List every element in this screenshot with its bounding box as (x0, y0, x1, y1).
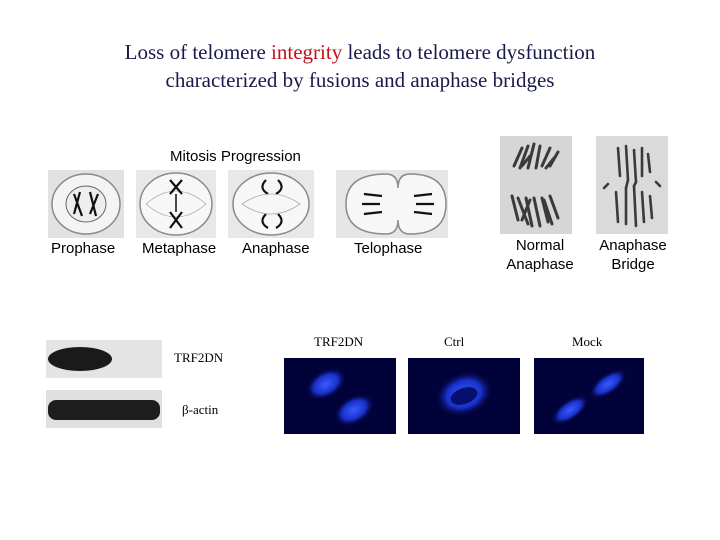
anaphase-bridge-label (592, 236, 674, 274)
stage-label-anaphase: Anaphase (242, 240, 310, 257)
blot-label-beta-actin: β-actin (182, 402, 219, 417)
prophase-cell-icon (48, 170, 124, 238)
fluor-image-ctrl (408, 358, 520, 434)
blot-label-trf2dn: TRF2DN (174, 350, 224, 365)
slide-title (0, 38, 720, 94)
western-blot-image (46, 340, 162, 430)
stage-label-metaphase: Metaphase (142, 240, 217, 257)
fluor-image-trf2dn (284, 358, 396, 434)
title-highlight: integrity (271, 40, 343, 64)
label-line: Normal (515, 237, 565, 254)
telophase-cell-icon (336, 170, 448, 238)
title-text: Loss of telomere (124, 40, 272, 64)
anaphase-cell-icon (228, 170, 314, 238)
label-line: Bridge (611, 256, 655, 273)
normal-anaphase-photo (500, 136, 572, 234)
metaphase-cell-icon (136, 170, 216, 238)
normal-anaphase-label (500, 236, 580, 274)
label-line: Anaphase (599, 237, 667, 254)
fluor-label-ctrl: Ctrl (444, 334, 465, 349)
fluor-label-mock: Mock (572, 334, 603, 349)
mitosis-heading: Mitosis Progression (170, 148, 301, 165)
fluor-image-mock (534, 358, 644, 434)
title-line-1 (0, 38, 720, 66)
mitosis-diagram (46, 168, 450, 240)
title-text: leads to telomere dysfunction (342, 40, 596, 64)
title-line-2: characterized by fusions and anaphase bridges (165, 68, 555, 92)
stage-label-telophase: Telophase (354, 240, 423, 257)
stage-label-prophase: Prophase (51, 240, 116, 257)
label-line: Anaphase (506, 256, 574, 273)
fluor-label-trf2dn: TRF2DN (314, 334, 364, 349)
anaphase-bridge-photo (596, 136, 668, 234)
